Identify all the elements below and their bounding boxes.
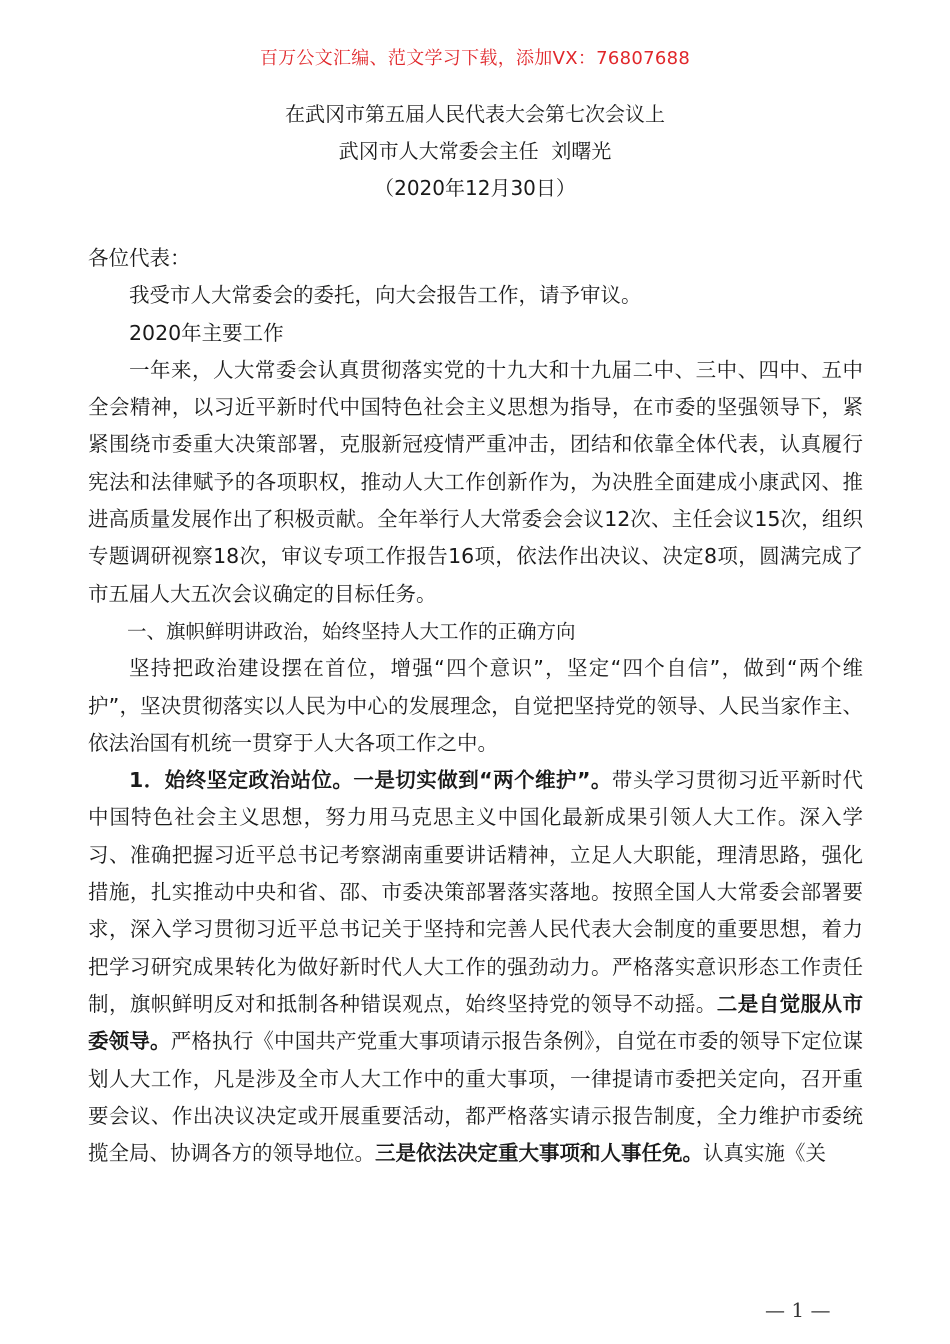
item-1-text-c: 认真实施《关 bbox=[703, 1141, 826, 1166]
item-1-paragraph bbox=[88, 762, 863, 1172]
page-number: — 1 — bbox=[765, 1298, 831, 1322]
politics-paragraph: 坚持把政治建设摆在首位，增强“四个意识”，坚定“四个自信”，做到“两个维护”，坚决贯彻落实以人民为中心的发展理念，自觉把坚持党的领导、人民当家作主、依法治国有机统一贯穿于人大各项工作之中。 bbox=[88, 656, 863, 755]
title-line-speaker: 武冈市人大常委会主任 刘曙光 bbox=[338, 139, 612, 163]
item-1-text-b: 严格执行《中国共产党重大事项请示报告条例》，自觉在市委的领导下定位谋划人大工作，凡是涉及全市人大工作中的重大事项，一律提请市委把关定向，召开重要会议、作出决议决定或开展重要活动，都严格落实请示报告制度，全力维护市委统揽全局、协调各方的领导地位。 bbox=[88, 1029, 864, 1166]
section-heading-1: 一、旗帜鲜明讲政治，始终坚持人大工作的正确方向 bbox=[127, 619, 576, 643]
item-1-subhead-c: 三是依法决定重大事项和人事任免。 bbox=[375, 1141, 703, 1166]
document-body bbox=[88, 240, 863, 1172]
item-1-subhead-b: 二是自觉服从市委领导。 bbox=[88, 991, 863, 1054]
item-1-lead-bold: 1．始终坚定政治站位。一是切实做到“两个维护”。 bbox=[129, 768, 612, 793]
salutation: 各位代表： bbox=[88, 246, 191, 270]
overview-paragraph: 一年来，人大常委会认真贯彻落实党的十九大和十九届二中、三中、四中、五中全会精神，以习近平新时代中国特色社会主义思想为指导，在市委的坚强领导下，紧紧围绕市委重大决策部署，克服新冠疫情严重冲击，团结和依靠全体代表，认真履行宪法和法律赋予的各项职权，推动人大工作创新作为，为决胜全面建成小康武冈、推进高质量发展作出了积极贡献。全年举行人大常委会会议12次、主任会议15次，组织专题调研视察18次，审议专项工作报告16项，依法作出决议、决定8项，圆满完成了市五届人大五次会议确定的目标任务。 bbox=[88, 357, 863, 606]
item-1-text-a: 带头学习贯彻习近平新时代中国特色社会主义思想，努力用马克思主义中国化最新成果引领人大工作。深入学习、准确把握习近平总书记考察湖南重要讲话精神，立足人大职能，理清思路，强化措施，扎实推动中央和省、邵、市委决策部署落实落地。按照全国人大常委会部署要求，深入学习贯彻习近平总书记关于坚持和完善人民代表大会制度的重要思想，着力把学习研究成果转化为做好新时代人大工作的强劲动力。严格落实意识形态工作责任制，旗帜鲜明反对和抵制各种错误观点，始终坚持党的领导不动摇。 bbox=[88, 768, 863, 1016]
intro-paragraph: 我受市人大常委会的委托，向大会报告工作，请予审议。 bbox=[129, 283, 642, 308]
watermark-banner: 百万公文汇编、范文学习下载，添加VX：76807688 bbox=[259, 48, 691, 69]
title-line-meeting: 在武冈市第五届人民代表大会第七次会议上 bbox=[285, 102, 665, 126]
section-heading-main: 2020年主要工作 bbox=[129, 320, 284, 345]
document-title bbox=[0, 96, 950, 207]
title-line-date: （2020年12月30日） bbox=[374, 176, 576, 200]
